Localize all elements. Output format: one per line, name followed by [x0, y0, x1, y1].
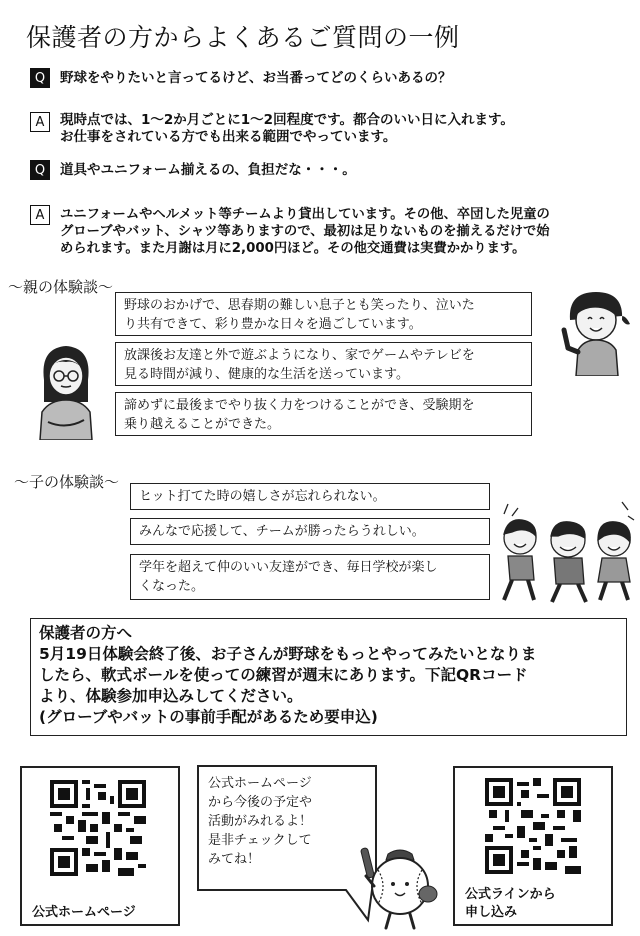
- parent-comment: 諦めずに最後までやり抜く力をつけることができ、受験期を 乗り越えることができた。: [115, 392, 532, 436]
- parent-comment: 野球のおかげで、思春期の難しい息子とも笑ったり、泣いた り共有できて、彩り豊かな日々を過ごしています。: [115, 292, 532, 336]
- line-qr-card[interactable]: [453, 766, 613, 926]
- question-badge: Q: [30, 160, 50, 180]
- children-section-label: ～子の体験談～: [14, 473, 120, 491]
- mother-illustration-icon: [30, 340, 102, 440]
- parent-comment: 放課後お友達と外で遊ぶようになり、家でゲームやテレビを 見る時間が減り、健康的な生活を送っています。: [115, 342, 532, 386]
- line-qr-caption: 公式ラインから 申し込み: [465, 887, 556, 920]
- answer-badge: A: [30, 205, 50, 225]
- question-badge: Q: [30, 68, 50, 88]
- homepage-qr-code-icon[interactable]: [50, 780, 146, 876]
- answer-text: ユニフォームやヘルメット等チームより貸出しています。その他、卒団した児童の グローブやバット、シャツ等ありますので、最初は足りないものを揃えるだけで始 められます。また月謝は月に2,000円ほど。その他交通費は実費かかります。: [60, 207, 550, 256]
- notice-line: したら、軟式ボールを使っての練習が週末にあります。下記QRコード: [39, 666, 528, 684]
- speech-bubble-text: 公式ホームページ から今後の予定や 活動がみれるよ！ 是非チェックして みてね！: [208, 776, 313, 867]
- baseball-mascot-icon: [358, 846, 438, 930]
- homepage-qr-caption: 公式ホームページ: [32, 905, 136, 920]
- answer-text: 現時点では、1～2か月ごとに1～2回程度です。都合のいい日に入れます。 お仕事をされている方でも出来る範囲でやっています。: [60, 112, 514, 145]
- answer-badge: A: [30, 112, 50, 132]
- running-children-illustration-icon: [498, 500, 638, 604]
- child-comment: ヒット打てた時の嬉しさが忘れられない。: [130, 483, 490, 510]
- girl-illustration-icon: [560, 286, 632, 376]
- notice-line: より、体験参加申込みしてください。: [39, 687, 303, 705]
- question-text: 野球をやりたいと言ってるけど、お当番ってどのくらいあるの？: [60, 70, 452, 86]
- notice-line: (グローブやバットの事前手配があるため要申込): [39, 708, 378, 726]
- child-comment: みんなで応援して、チームが勝ったらうれしい。: [130, 518, 490, 545]
- notice-line: 5月19日体験会終了後、お子さんが野球をもっとやってみたいとなりま: [39, 645, 537, 663]
- child-comment: 学年を超えて仲のいい友達ができ、毎日学校が楽し くなった。: [130, 554, 490, 600]
- notice-heading: 保護者の方へ: [39, 624, 133, 642]
- line-qr-code-icon[interactable]: [485, 778, 581, 874]
- page-title: 保護者の方からよくあるご質問の一例: [26, 23, 460, 52]
- notice-box: [30, 618, 627, 736]
- homepage-qr-card[interactable]: [20, 766, 180, 926]
- parents-section-label: ～親の体験談～: [8, 278, 114, 296]
- question-text: 道具やユニフォーム揃えるの、負担だな・・・。: [60, 162, 356, 178]
